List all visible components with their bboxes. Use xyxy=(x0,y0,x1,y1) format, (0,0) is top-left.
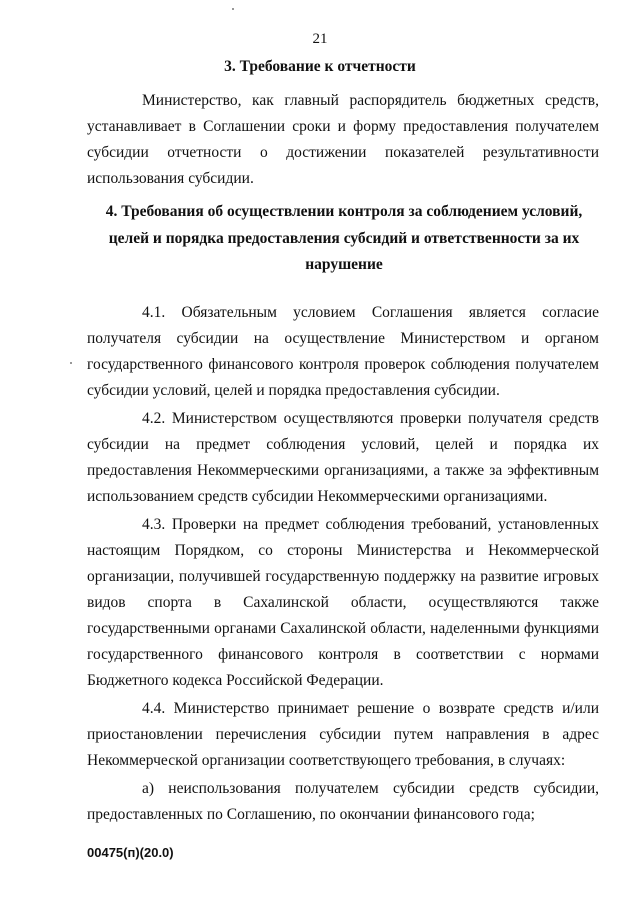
paragraph-4-2: 4.2. Министерством осуществляются проверки получателя средств субсидии на предмет соблюдения условий, целей и порядка их предоставления Некоммерческими организациями, а также за эффективным использованием средств субсидии Некоммерческими организациями. xyxy=(87,410,599,505)
paragraph-4-4-a: а) неиспользования получателем субсидии средств субсидии, предоставленных по Соглашению, по окончании финансового года; xyxy=(87,780,599,823)
paragraph-4-1: 4.1. Обязательным условием Соглашения является согласие получателя субсидии на осуществление Министерством и органом государственного финансового контроля проверок соблюдения получателем субсидии условий, целей и порядка предоставления субсидии. xyxy=(87,304,599,399)
section-3-heading: 3. Требование к отчетности xyxy=(224,58,416,75)
section-4-body xyxy=(87,300,599,830)
scan-speck xyxy=(70,362,72,364)
section-4-heading: 4. Требования об осуществлении контроля за соблюдением условий, целей и порядка предоставления субсидий и ответственности за их нарушение xyxy=(105,203,583,273)
paragraph: Министерство, как главный распорядитель бюджетных средств, устанавливает в Соглашении сроки и форму предоставления получателем субсидии отчетности о достижении показателей результативности использования субсидии. xyxy=(87,92,599,187)
scan-speck xyxy=(232,8,234,10)
page-number: 21 xyxy=(312,31,328,47)
document-code: 00475(п)(20.0) xyxy=(87,845,174,860)
paragraph-4-3: 4.3. Проверки на предмет соблюдения требований, установленных настоящим Порядком, со стороны Министерства и Некоммерческой организации, получившей государственную поддержку на развитие игровых видов спорта в Сахалинской области, осуществляются также государственными органами Сахалинской области, наделенными функциями государственного финансового контроля в соответствии с нормами Бюджетного кодекса Российской Федерации. xyxy=(87,516,599,689)
section-3-body xyxy=(87,88,599,192)
paragraph-4-4: 4.4. Министерство принимает решение о возврате средств и/или приостановлении перечисления субсидии путем направления в адрес Некоммерческой организации соответствующего требования, в случаях: xyxy=(87,700,599,769)
